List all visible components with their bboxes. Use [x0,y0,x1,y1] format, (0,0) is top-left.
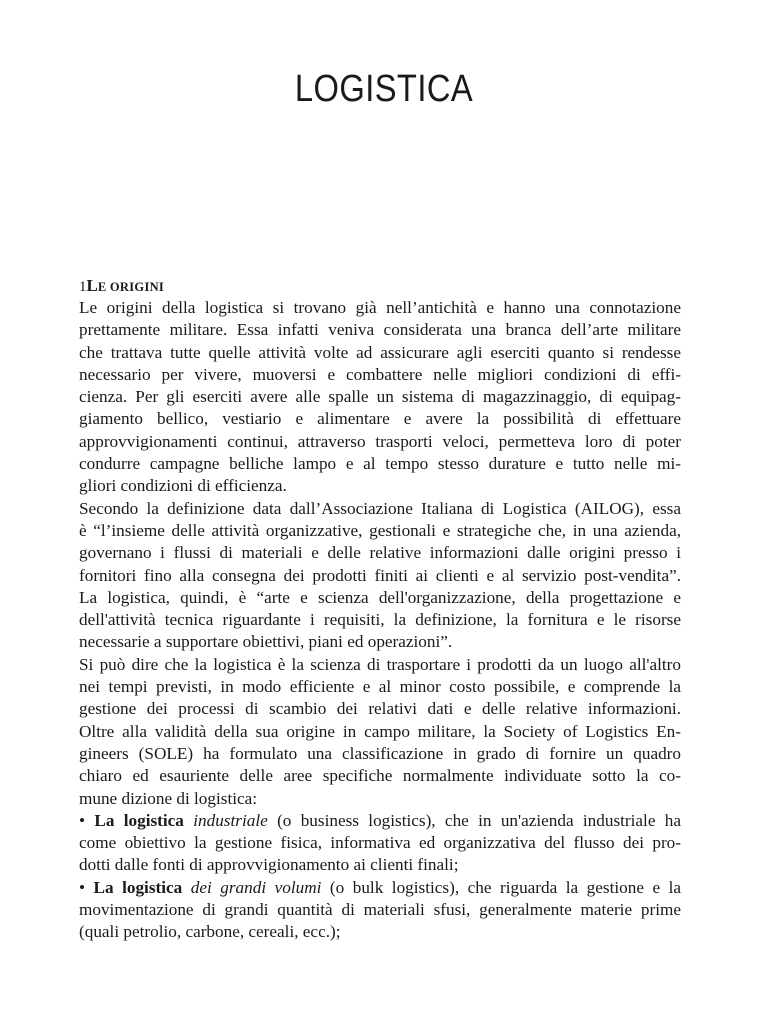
text-line: gliori condizioni di efficienza. [79,476,287,496]
bullet-bold-label: La logistica [94,810,184,830]
text-line: prettamente militare. Essa infatti veniva considerata una branca dell’arte militare [79,320,681,340]
text-line: Si può dire che la logistica è la scienza di trasportare i prodotti da un luogo all'altro [79,654,681,674]
text-line: Oltre alla validità della sua origine in campo militare, la Society of Logistics En- [79,721,681,741]
bullet-continuation-line: come obiettivo la gestione fisica, informativa ed organizzativa del flusso dei pro- [79,833,681,853]
text-line: Secondo la definizione data dall’Associazione Italiana di Logistica (AILOG), essa [79,498,681,518]
text-line: è “l’insieme delle attività organizzative, gestionali e strategiche che, in una azienda, [79,520,681,540]
bullet-italic-term: dei grandi volumi [190,877,322,897]
bullet-italic-term: industriale [193,810,268,830]
text-line: condurre campagne belliche lampo e al tempo stesso durature e tutto nelle mi- [79,454,681,474]
text-line: governano i flussi di materiali e delle relative informazioni dalle origini presso i [79,543,681,563]
text-line: necessarie a supportare obiettivi, piani ed operazioni”. [79,632,453,652]
text-line: approvvigionamenti continui, attraverso trasporti veloci, permetteva loro di poter [79,431,681,451]
document-body [79,276,681,944]
bullet-bold-label: La logistica [93,877,183,897]
bullet-marker: • [79,810,95,830]
text-line: chiaro ed esauriente delle aree specifiche normalmente individuate sotto la co- [79,766,681,786]
text-line: mune dizione di logistica: [79,788,258,808]
bullet-item [79,810,681,832]
document-title: LOGISTICA [294,68,474,110]
bullet-continuation-line: dotti dalle fonti di approvvigionamento ai clienti finali; [79,855,459,875]
paragraph-lines [79,297,681,810]
text-line: La logistica, quindi, è “arte e scienza dell'organizzazione, della progettazione e [79,587,681,607]
text-line: gestione dei processi di scambio dei relativi dati e delle relative informazioni. [79,699,681,719]
text-line: cienza. Per gli eserciti avere alle spalle un sistema di magazzinaggio, di equipag- [79,387,681,407]
text-line: fornitori fino alla consegna dei prodotti finiti ai clienti e al servizio post-vendita”. [79,565,681,585]
bullet-text: (o business logistics), che in un'azienda industriale ha [267,810,682,830]
bullet-marker: • [79,877,94,897]
section-heading [79,276,681,297]
section-number: 1 [79,279,87,295]
text-line: dell'attività tecnica riguardante i requisiti, la definizione, la fornitura e le risorse [79,610,681,630]
text-line: gineers (SOLE) ha formulato una classificazione in grado di fornire un quadro [79,743,681,763]
text-line: necessario per vivere, muoversi e combattere nelle migliori condizioni di effi- [79,364,681,384]
text-line: Le origini della logistica si trovano già nell’antichità e hanno una connotazione [79,298,681,317]
section-heading-initial: L [86,276,98,295]
text-line: giamento bellico, vestiario e alimentare e avere la possibilità di effettuare [79,409,681,429]
bullet-text: (o bulk logistics), che riguarda la gestione e la [321,877,681,897]
bullet-list [79,810,681,944]
bullet-continuation-line: movimentazione di grandi quantità di materiali sfusi, generalmente materie prime [79,900,681,920]
bullet-continuation-line: (quali petrolio, carbone, cereali, ecc.); [79,922,341,942]
text-line: nei tempi previsti, in modo efficiente e al minor costo possibile, e comprende la [79,677,681,697]
section-heading-rest: E ORIGINI [97,280,165,294]
bullet-item [79,877,681,899]
text-line: che trattava tutte quelle attività volte ad assicurare agli eserciti quanto si rendesse [79,342,681,362]
